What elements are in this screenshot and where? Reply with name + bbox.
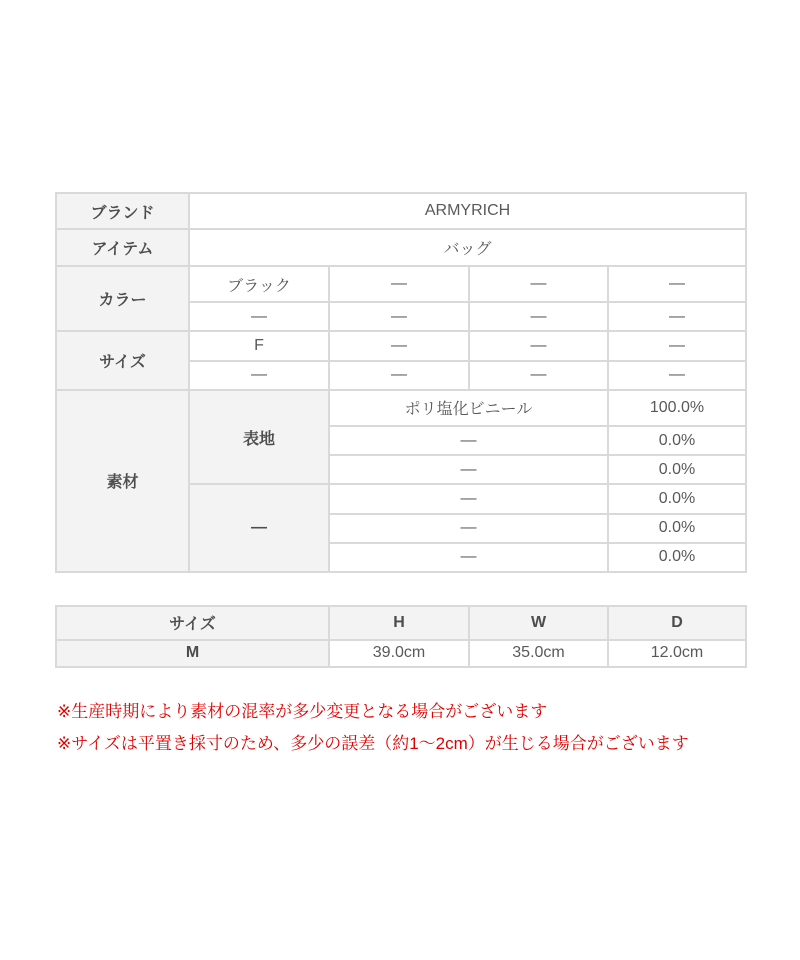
size-chart-header-h: H	[329, 606, 469, 640]
product-spec-table	[55, 192, 747, 573]
spec-material-label: 素材	[56, 390, 189, 572]
spec-material-percent: 100.0%	[608, 390, 746, 426]
spec-size-value: —	[469, 331, 608, 360]
spec-material-group-label-outer: 表地	[189, 390, 329, 485]
spec-material-percent: 0.0%	[608, 455, 746, 484]
spec-size-row-1	[56, 331, 746, 360]
spec-color-value: —	[329, 266, 469, 302]
spec-material-name: —	[329, 426, 608, 455]
size-chart-d-value: 12.0cm	[608, 640, 746, 667]
size-chart-w-value: 35.0cm	[469, 640, 608, 667]
size-chart-header-size: サイズ	[56, 606, 329, 640]
spec-material-percent: 0.0%	[608, 514, 746, 543]
size-chart-table	[55, 605, 747, 668]
spec-size-value: —	[329, 331, 469, 360]
spec-material-percent: 0.0%	[608, 543, 746, 572]
spec-material-percent: 0.0%	[608, 426, 746, 455]
size-chart-data-row	[56, 640, 746, 667]
spec-size-value: —	[608, 361, 746, 390]
spec-material-name: —	[329, 543, 608, 572]
size-chart-size-name: M	[56, 640, 329, 667]
spec-size-value: —	[469, 361, 608, 390]
spec-color-value: ブラック	[189, 266, 329, 302]
note-size-tolerance: ※サイズは平置き採寸のため、多少の誤差（約1〜2cm）が生じる場合がございます	[57, 734, 689, 753]
size-chart-header-d: D	[608, 606, 746, 640]
spec-size-value: F	[189, 331, 329, 360]
spec-color-value: —	[469, 302, 608, 331]
spec-material-row-1	[56, 390, 746, 426]
spec-color-value: —	[469, 266, 608, 302]
spec-material-name: —	[329, 484, 608, 513]
spec-material-percent: 0.0%	[608, 484, 746, 513]
spec-color-value: —	[329, 302, 469, 331]
size-chart-header-row	[56, 606, 746, 640]
spec-item-label: アイテム	[56, 229, 189, 265]
footnotes	[57, 701, 757, 755]
size-chart-header-w: W	[469, 606, 608, 640]
spec-item-row	[56, 229, 746, 265]
spec-color-value: —	[608, 266, 746, 302]
size-chart-h-value: 39.0cm	[329, 640, 469, 667]
spec-brand-label: ブランド	[56, 193, 189, 229]
spec-material-group-label-other: —	[189, 484, 329, 572]
spec-size-value: —	[608, 331, 746, 360]
spec-color-value: —	[189, 302, 329, 331]
spec-size-value: —	[329, 361, 469, 390]
spec-color-label: カラー	[56, 266, 189, 332]
spec-material-name: —	[329, 514, 608, 543]
spec-color-row-1	[56, 266, 746, 302]
spec-material-name: —	[329, 455, 608, 484]
spec-color-value: —	[608, 302, 746, 331]
note-material-ratio: ※生産時期により素材の混率が多少変更となる場合がございます	[57, 702, 548, 721]
spec-material-name: ポリ塩化ビニール	[329, 390, 608, 426]
spec-brand-value: ARMYRICH	[189, 193, 746, 229]
spec-brand-row	[56, 193, 746, 229]
spec-size-label: サイズ	[56, 331, 189, 389]
spec-size-value: —	[189, 361, 329, 390]
spec-item-value: バッグ	[189, 229, 746, 265]
